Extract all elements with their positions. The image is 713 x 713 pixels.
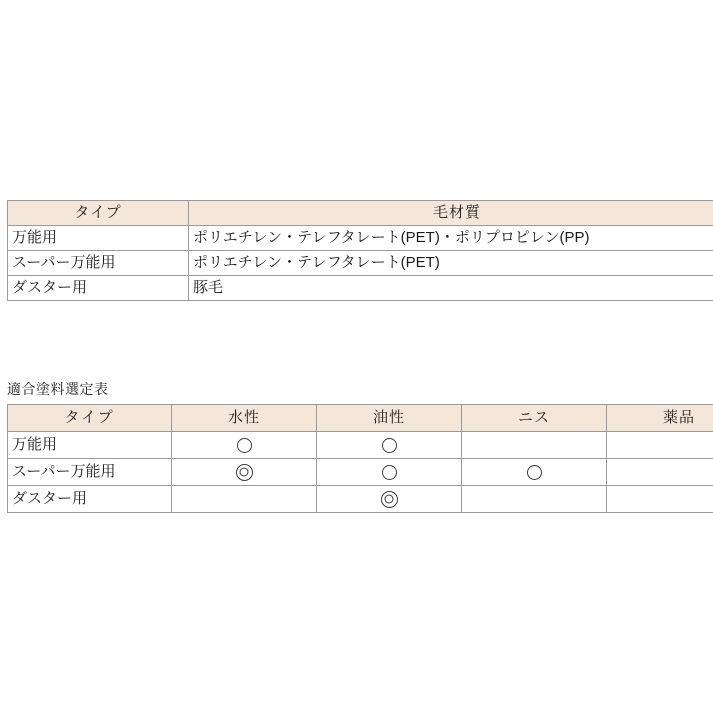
material-row-2-type: ダスター用 [8, 276, 189, 301]
paint-row-0-chemical [607, 432, 713, 459]
compat-mark [527, 465, 542, 480]
compat-mark [236, 464, 253, 481]
paint-row-2-oil [317, 486, 462, 513]
table-row [8, 226, 713, 251]
compat-mark [382, 465, 397, 480]
paint-row-1-type: スーパー万能用 [8, 459, 172, 486]
paint-row-2-chemical [607, 486, 713, 513]
paint-row-0-water [172, 432, 317, 459]
paint-row-1-chemical [607, 459, 713, 486]
paint-row-1-varnish [462, 459, 607, 486]
paint-compatibility-table [7, 404, 713, 513]
material-table-head [8, 201, 713, 226]
paint-row-2-type: ダスター用 [8, 486, 172, 513]
paint-header-chemical: 薬品 [607, 405, 713, 432]
paint-header-water: 水性 [172, 405, 317, 432]
paint-row-0-varnish [462, 432, 607, 459]
paint-header-varnish: ニス [462, 405, 607, 432]
material-row-0-material: ポリエチレン・テレフタレート(PET)・ポリプロピレン(PP) [189, 226, 713, 251]
paint-header-type: タイプ [8, 405, 172, 432]
compat-mark [382, 438, 397, 453]
paint-table-body [8, 432, 713, 513]
material-row-0-type: 万能用 [8, 226, 189, 251]
paint-row-0-type: 万能用 [8, 432, 172, 459]
paint-header-oil: 油性 [317, 405, 462, 432]
table-header-row [8, 405, 713, 432]
material-row-1-type: スーパー万能用 [8, 251, 189, 276]
table-row [8, 459, 713, 486]
paint-table-head [8, 405, 713, 432]
paint-row-1-oil [317, 459, 462, 486]
table-row [8, 432, 713, 459]
paint-row-1-water [172, 459, 317, 486]
table-header-row [8, 201, 713, 226]
paint-table-caption: 適合塗料選定表 [7, 381, 109, 397]
compat-mark [381, 491, 398, 508]
table-row [8, 251, 713, 276]
material-row-2-material: 豚毛 [189, 276, 713, 301]
paint-row-2-water [172, 486, 317, 513]
compat-mark [237, 438, 252, 453]
table-row [8, 276, 713, 301]
material-table-body [8, 226, 713, 301]
paint-row-2-varnish [462, 486, 607, 513]
material-row-1-material: ポリエチレン・テレフタレート(PET) [189, 251, 713, 276]
material-header-type: タイプ [8, 201, 189, 226]
material-header-material: 毛材質 [189, 201, 713, 226]
table-row [8, 486, 713, 513]
paint-row-0-oil [317, 432, 462, 459]
material-table [7, 200, 713, 301]
